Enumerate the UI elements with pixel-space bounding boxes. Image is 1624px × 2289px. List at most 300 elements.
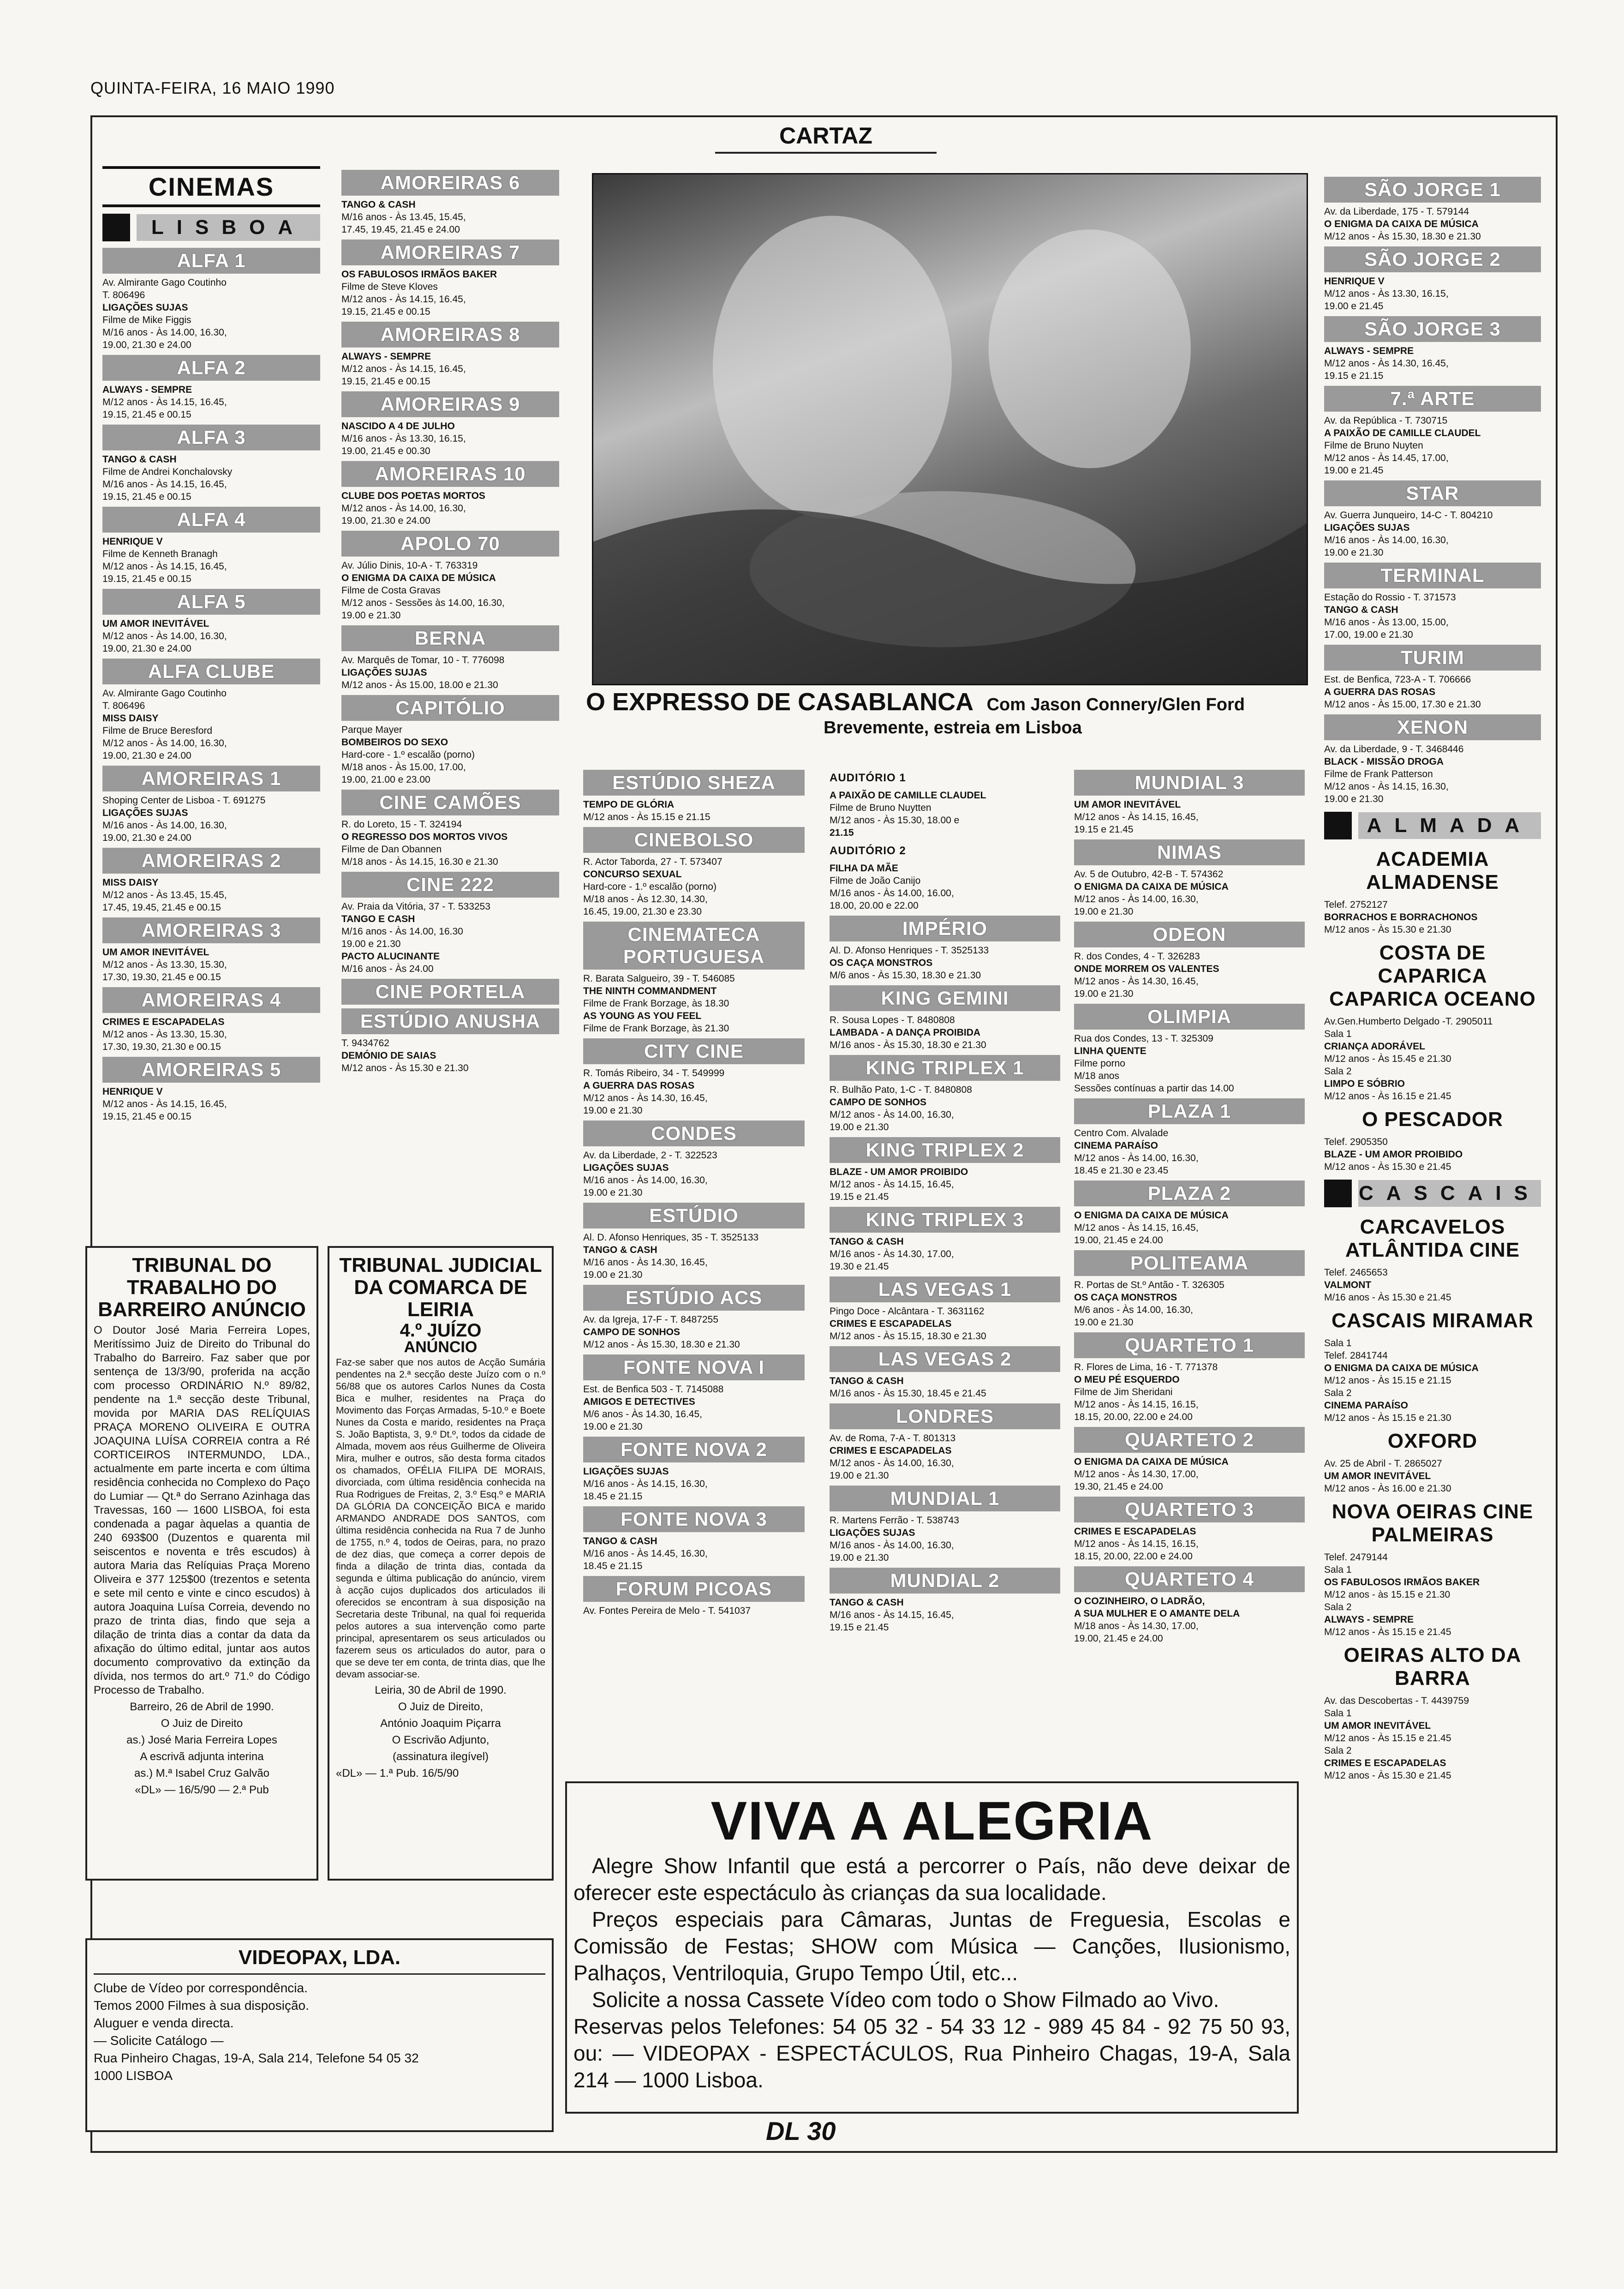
notice-title: TRIBUNAL DO TRABALHO DO BARREIRO ANÚNCIO — [98, 1254, 306, 1321]
listing-line: Filme de Costa Gravas — [341, 585, 441, 596]
listing-line: M/12 anos - Às 15.30, 18.00 e — [830, 815, 960, 826]
listing-line: M/12 anos - Às 13.45, 15.45, — [102, 890, 227, 900]
listing-line: Filme de Bruno Nuyten — [1324, 440, 1423, 451]
cinema-name: AMOREIRAS 4 — [102, 987, 320, 1013]
listing-king-gemini — [830, 985, 1060, 1051]
cinema-name: SÃO JORGE 3 — [1324, 316, 1541, 342]
listing-line: TANGO & CASH — [830, 1597, 904, 1608]
listing-line: A PAIXÃO DE CAMILLE CLAUDEL — [830, 790, 986, 801]
listing-line: LIGAÇÕES SUJAS — [583, 1162, 669, 1173]
cinema-name: AMOREIRAS 10 — [341, 461, 559, 487]
listing-oeiras-alto-da-barra — [1324, 1642, 1541, 1782]
listing-line: 19.30 e 21.45 — [830, 1261, 889, 1272]
square-bullet-icon — [1324, 1180, 1352, 1207]
listing-amoreiras-6 — [341, 170, 559, 236]
listing-line: Filme de Bruce Beresford — [102, 725, 213, 736]
listing-line: Parque Mayer — [341, 725, 402, 735]
listing-line: Sala 2 — [1324, 1745, 1352, 1756]
listing-line: R. Barata Salgueiro, 39 - T. 546085 — [583, 973, 735, 984]
cinema-name: ALFA CLUBE — [102, 659, 320, 684]
listing-line: Sala 2 — [1324, 1388, 1352, 1398]
listing-amoreiras-1 — [102, 766, 320, 844]
listing-line: 19.00 e 21.30 — [1324, 794, 1384, 804]
cinema-name: FONTE NOVA I — [583, 1354, 805, 1380]
listing-line: M/18 anos - Às 12.30, 14.30, — [583, 894, 708, 905]
listing-line: Av. Almirante Gago Coutinho — [102, 688, 227, 699]
listing-line: 19.15 e 21.15 — [1324, 371, 1384, 381]
column-3 — [583, 766, 805, 1617]
ad-line: Clube de Vídeo por correspondência. — [94, 1981, 308, 1995]
listing-line: Filme de Frank Borzage, às 18.30 — [583, 998, 729, 1009]
listing-line: M/12 anos - Às 15.00, 18.00 e 21.30 — [341, 680, 498, 690]
listing-line: M/12 anos - Às 14.00, 16.30, — [341, 503, 466, 514]
listing-line: TEMPO DE GLÓRIA — [583, 799, 675, 810]
listing-line: UM AMOR INEVITÁVEL — [1324, 1471, 1431, 1481]
cinema-name: QUARTETO 3 — [1074, 1497, 1305, 1522]
notice-footer: «DL» — 16/5/90 — 2.ª Pub — [135, 1784, 269, 1796]
cinema-name: XENON — [1324, 714, 1541, 740]
notice-sign: O Juiz de Direito — [161, 1717, 243, 1730]
listing-line: O ENIGMA DA CAIXA DE MÚSICA — [1324, 1363, 1479, 1373]
listing-line: 19.00 e 21.30 — [583, 1105, 643, 1116]
listing-line: 19.00 e 21.30 — [1074, 906, 1134, 917]
notice-sign: O Escrivão Adjunto, — [392, 1734, 490, 1746]
listing-nova-oeiras-cine-palmeiras — [1324, 1498, 1541, 1638]
listing-line: TANGO & CASH — [830, 1236, 904, 1247]
cinema-name: OLIMPIA — [1074, 1004, 1305, 1030]
listing-line: 19.00, 21.45 e 24.00 — [1074, 1633, 1163, 1644]
listing-estudio-sheza — [583, 770, 805, 823]
listing-cascais-miramar — [1324, 1307, 1541, 1424]
cinema-name: QUARTETO 4 — [1074, 1566, 1305, 1592]
cinema-name: KING TRIPLEX 1 — [830, 1055, 1060, 1081]
listing-line: 17.00, 19.00 e 21.30 — [1324, 629, 1413, 640]
listing-line: R. Bulhão Pato, 1-C - T. 8480808 — [830, 1085, 972, 1095]
movie-photo — [592, 173, 1308, 685]
listing-line: M/12 anos - Às 14.00, 16.30, — [102, 738, 227, 749]
listing-line: M/16 anos - Às 24.00 — [341, 964, 434, 974]
listing-line: VALMONT — [1324, 1280, 1372, 1290]
listing-line: Hard-core - 1.º escalão (porno) — [583, 881, 716, 892]
cinema-name: COSTA DE CAPARICA CAPARICA OCEANO — [1329, 941, 1536, 1010]
listing-line: 19.15, 21.45 e 00.15 — [102, 409, 191, 420]
listing-line: BLAZE - UM AMOR PROIBIDO — [830, 1167, 968, 1177]
listing-line: 21.15 — [830, 827, 854, 838]
listing-line: Av. das Descobertas - T. 4439759 — [1324, 1696, 1469, 1706]
listing-line: O COZINHEIRO, O LADRÃO, — [1074, 1596, 1205, 1606]
ad-line: 1000 LISBOA — [94, 2068, 173, 2083]
listing-amoreiras-7 — [341, 240, 559, 318]
listing-line: Sala 1 — [1324, 1708, 1352, 1719]
cinema-name: MUNDIAL 1 — [830, 1486, 1060, 1511]
listing-line: LIGAÇÕES SUJAS — [102, 808, 188, 818]
cinema-name: AMOREIRAS 2 — [102, 848, 320, 874]
listing-line: TANGO & CASH — [583, 1536, 657, 1546]
listing-line: M/16 anos - Às 15.30, 18.45 e 21.45 — [830, 1388, 986, 1399]
cinema-name: SÃO JORGE 2 — [1324, 246, 1541, 272]
cinema-name: ALFA 4 — [102, 507, 320, 533]
cinema-name: OXFORD — [1387, 1430, 1478, 1452]
cinema-name: CAPITÓLIO — [341, 695, 559, 721]
listing-line: M/6 anos - Às 14.00, 16.30, — [1074, 1305, 1193, 1315]
listing-line: UM AMOR INEVITÁVEL — [1324, 1720, 1431, 1731]
listing-line: M/18 anos - Às 14.15, 16.30 e 21.30 — [341, 857, 498, 867]
listing-line: 19.15, 21.45 e 00.15 — [341, 376, 430, 387]
notice-sign: as.) José Maria Ferreira Lopes — [126, 1734, 277, 1746]
listing-king-triplex-3 — [830, 1207, 1060, 1273]
listing-line: BLACK - MISSÃO DROGA — [1324, 756, 1444, 767]
listing-line: TANGO & CASH — [583, 1245, 657, 1255]
square-bullet-icon — [1324, 812, 1352, 839]
cinema-name: STAR — [1324, 480, 1541, 506]
cinema-name: CONDES — [583, 1121, 805, 1146]
cinema-name: ESTÚDIO ANUSHA — [341, 1008, 559, 1034]
listing-line: M/12 anos - Às 15.30 e 21.30 — [341, 1063, 469, 1073]
listing-line: M/12 anos - Às 14.30, 16.45, — [583, 1093, 708, 1103]
listing-line: ONDE MORREM OS VALENTES — [1074, 964, 1219, 974]
listing-line: Sala 1 — [1324, 1029, 1352, 1039]
listing-mundial-2 — [830, 1568, 1060, 1634]
listing-line: M/16 anos - Às 14.00, 16.30, — [102, 820, 227, 831]
listing-line: O ENIGMA DA CAIXA DE MÚSICA — [1074, 1210, 1229, 1221]
listing-line: 17.45, 19.45, 21.45 e 00.15 — [102, 902, 221, 913]
listing-quarteto-2 — [1074, 1427, 1305, 1493]
listing-line: M/12 anos - Às 14.15, 16.45, — [102, 1099, 227, 1109]
listing-line: BLAZE - UM AMOR PROIBIDO — [1324, 1149, 1463, 1160]
listing-line: Telef. 2479144 — [1324, 1552, 1388, 1563]
listing-line: M/16 anos - Às 14.45, 16.30, — [583, 1548, 708, 1559]
listing-line: M/12 anos - Às 15.15 e 21.45 — [1324, 1627, 1451, 1637]
listing-line: M/12 anos - Às 14.15, 16.45, — [341, 294, 466, 305]
listing-line: 18.45 e 21.15 — [583, 1491, 643, 1502]
listing-cinemateca-portuguesa — [583, 922, 805, 1035]
listing-line: LIGAÇÕES SUJAS — [102, 302, 188, 313]
listing-line: AS YOUNG AS YOU FEEL — [583, 1011, 702, 1021]
cinema-name: APOLO 70 — [341, 531, 559, 557]
listing-line: LIGAÇÕES SUJAS — [583, 1466, 669, 1477]
listing-line: BORRACHOS E BORRACHONOS — [1324, 912, 1478, 923]
listing-line: A GUERRA DAS ROSAS — [1324, 687, 1436, 697]
listing-line: Av. Fontes Pereira de Melo - T. 541037 — [583, 1606, 751, 1616]
cinema-name: ALFA 5 — [102, 589, 320, 615]
square-bullet-icon — [102, 214, 130, 241]
listing-las-vegas-1 — [830, 1276, 1060, 1342]
listing-sao-jorge-1 — [1324, 177, 1541, 243]
listing-line: Av. da República - T. 730715 — [1324, 415, 1448, 426]
listing-line: Av. Júlio Dinis, 10-A - T. 763319 — [341, 560, 478, 571]
listing-line: Filme de Frank Patterson — [1324, 769, 1433, 779]
listing-line: CINEMA PARAÍSO — [1074, 1140, 1158, 1151]
listing-line: M/12 anos - às 15.15 e 21.30 — [1324, 1589, 1451, 1600]
listing-line: O MEU PÉ ESQUERDO — [1074, 1374, 1180, 1385]
listing-line: Pingo Doce - Alcântara - T. 3631162 — [830, 1306, 985, 1317]
listing-line: Av. da Igreja, 17-F - T. 8487255 — [583, 1314, 719, 1325]
listing-7-arte — [1324, 386, 1541, 477]
cinema-name: ODEON — [1074, 922, 1305, 947]
listing-line: Filme de Dan Obannen — [341, 844, 442, 855]
cinema-name: FONTE NOVA 3 — [583, 1506, 805, 1532]
ad-paragraph: Reservas pelos Telefones: 54 05 32 - 54 33 12 - 989 45 84 - 92 75 50 93, ou: — VIDEOPAX - ESPECTÁCULOS, Rua Pinheiro Chagas, 19-A, Sala 214 — 1000 Lisboa. — [573, 2014, 1290, 2092]
listing-line: M/16 anos - Às 14.15, 16.45, — [102, 479, 227, 490]
cinema-name: KING TRIPLEX 3 — [830, 1207, 1060, 1233]
notice-footer: «DL» — 1.ª Pub. 16/5/90 — [336, 1767, 459, 1780]
listing-line: Estação do Rossio - T. 371573 — [1324, 592, 1456, 603]
listing-line: TANGO E CASH — [341, 914, 415, 924]
listing-cine-222 — [341, 872, 559, 975]
listing-line: O ENIGMA DA CAIXA DE MÚSICA — [1074, 1456, 1229, 1467]
section-title: CARTAZ — [715, 122, 937, 154]
listing-line: Sala 1 — [1324, 1338, 1352, 1348]
listing-line: AMIGOS E DETECTIVES — [583, 1396, 695, 1407]
listing-line: M/12 anos - Às 14.15, 16.45, — [1074, 1222, 1199, 1233]
listing-line: LINHA QUENTE — [1074, 1046, 1146, 1056]
listing-line: 17.30, 19.30, 21.30 e 00.15 — [102, 1042, 221, 1052]
cinema-name: NOVA OEIRAS CINE PALMEIRAS — [1331, 1500, 1534, 1546]
listing-line: 19.00 e 21.30 — [1324, 547, 1384, 558]
ad-line: Aluguer e venda directa. — [94, 2016, 234, 2030]
cinema-name: AUDITÓRIO 1 — [830, 772, 906, 784]
listing-line: Hard-core - 1.º escalão (porno) — [341, 749, 475, 760]
listing-line: M/16 anos - Às 14.15, 16.30, — [583, 1479, 708, 1489]
listing-line: Sala 2 — [1324, 1602, 1352, 1612]
listing-line: 19.00 e 21.30 — [341, 610, 401, 621]
listing-capitolio — [341, 695, 559, 786]
listing-line: Centro Com. Alvalade — [1074, 1128, 1169, 1139]
ad-line: — Solicite Catálogo — — [94, 2033, 224, 2048]
cinema-name: LONDRES — [830, 1403, 1060, 1429]
notice-sign: as.) M.ª Isabel Cruz Galvão — [134, 1767, 269, 1780]
notice-juizo: 4.º JUÍZO — [400, 1320, 482, 1341]
listing-plaza-1 — [1074, 1098, 1305, 1177]
listing-line: Al. D. Afonso Henriques, 35 - T. 3525133 — [583, 1232, 759, 1243]
listing-line: Rua dos Condes, 13 - T. 325309 — [1074, 1033, 1213, 1044]
listing-line: M/16 anos - Às 14.15, 16.45, — [830, 1610, 954, 1620]
listing-line: M/12 anos - Sessões às 14.00, 16.30, — [341, 598, 505, 608]
movie-still-image — [593, 174, 1307, 684]
listing-line: M/12 anos - Às 14.15, 16.30, — [1324, 781, 1449, 792]
cinema-name: O PESCADOR — [1362, 1108, 1503, 1131]
listing-line: M/16 anos - Às 14.00, 16.30, — [102, 327, 227, 338]
listing-line: BOMBEIROS DO SEXO — [341, 737, 448, 748]
ad-paragraph: Alegre Show Infantil que está a percorrer o País, não deve deixar de oferecer este espectáculo às crianças da sua localidade. — [573, 1854, 1290, 1905]
listing-line: A GUERRA DAS ROSAS — [583, 1080, 695, 1091]
listing-line: 19.00 e 21.45 — [1324, 465, 1384, 476]
listing-line: 18.15, 20.00, 22.00 e 24.00 — [1074, 1412, 1193, 1422]
listing-line: M/12 anos - Às 14.15, 16.15, — [1074, 1399, 1199, 1410]
listing-line: FILHA DA MÃE — [830, 863, 898, 874]
film-cast: Com Jason Connery/Glen Ford — [986, 695, 1245, 714]
listing-line: 18.45 e 21.30 e 23.45 — [1074, 1165, 1169, 1176]
ad-paragraph: Preços especiais para Câmaras, Juntas de Freguesia, Escolas e Comissão de Festas; SHOW com Música — Canções, Ilusionismo, Palhaços, Ventriloquia, Grupo Tempo Útil, etc... — [573, 1907, 1290, 1985]
listing-line: A PAIXÃO DE CAMILLE CLAUDEL — [1324, 428, 1481, 438]
listing-line: 19.00 e 21.30 — [830, 1122, 889, 1133]
cinema-name: TERMINAL — [1324, 563, 1541, 588]
listing-line: 19.00 e 21.30 — [1074, 989, 1134, 999]
listing-cinebolso — [583, 827, 805, 918]
listing-nimas — [1074, 839, 1305, 918]
notice-anuncio: ANÚNCIO — [404, 1338, 478, 1356]
region-lisboa — [102, 214, 320, 241]
listing-line: PACTO ALUCINANTE — [341, 951, 440, 962]
listing-line: M/12 anos - Às 15.30, 18.30 e 21.30 — [583, 1339, 740, 1350]
listing-line: M/12 anos - Às 14.00, 16.30, — [1074, 894, 1199, 905]
cinema-name: QUARTETO 1 — [1074, 1332, 1305, 1358]
cinema-name: SÃO JORGE 1 — [1324, 177, 1541, 203]
ad-viva-a-alegria — [565, 1781, 1299, 2114]
listing-line: Sessões contínuas a partir das 14.00 — [1074, 1083, 1234, 1094]
column-6 — [1324, 173, 1541, 1782]
listing-line: 19.00, 21.30 e 24.00 — [102, 750, 191, 761]
notice-date: Leiria, 30 de Abril de 1990. — [375, 1684, 507, 1696]
dateline: QUINTA-FEIRA, 16 MAIO 1990 — [90, 78, 335, 97]
listing-estudio — [583, 1203, 805, 1281]
cinema-name: ACADEMIA ALMADENSE — [1366, 848, 1499, 893]
cinema-name: QUARTETO 2 — [1074, 1427, 1305, 1453]
notice-sign: A escrivã adjunta interina — [140, 1750, 264, 1763]
listing-politeama — [1074, 1250, 1305, 1329]
column-5 — [1074, 766, 1305, 1645]
listing-line: OS CAÇA MONSTROS — [1074, 1292, 1177, 1303]
listing-line: M/12 anos - Às 14.15, 16.45, — [1074, 812, 1199, 822]
listing-auditorio-2 — [830, 843, 1060, 912]
cinema-name: AMOREIRAS 5 — [102, 1057, 320, 1083]
listing-line: M/12 anos - Às 13.30, 15.30, — [102, 1029, 227, 1040]
listing-star — [1324, 480, 1541, 559]
cinema-name: ESTÚDIO ACS — [583, 1285, 805, 1311]
listing-line: 18.45 e 21.15 — [583, 1561, 643, 1571]
listing-amoreiras-8 — [341, 322, 559, 388]
listing-line: O ENIGMA DA CAIXA DE MÚSICA — [341, 573, 496, 583]
listing-line: Telef. 2841744 — [1324, 1350, 1388, 1361]
cinema-name: MUNDIAL 2 — [830, 1568, 1060, 1594]
listing-line: M/6 anos - Às 15.30, 18.30 e 21.30 — [830, 970, 981, 981]
listing-line: Filme de João Canijo — [830, 875, 921, 886]
listing-line: CLUBE DOS POETAS MORTOS — [341, 491, 485, 501]
listing-line: CRIMES E ESCAPADELAS — [102, 1017, 225, 1027]
listing-line: M/12 anos - Às 15.30 e 21.45 — [1324, 1162, 1451, 1172]
listing-line: Filme porno — [1074, 1058, 1125, 1069]
listing-line: M/12 anos - Às 14.15, 16.45, — [830, 1179, 954, 1190]
cinema-name: ALFA 3 — [102, 425, 320, 450]
cinema-name: FORUM PICOAS — [583, 1576, 805, 1602]
listing-line: R. Sousa Lopes - T. 8480808 — [830, 1015, 955, 1025]
listing-line: Av. Praia da Vitória, 37 - T. 533253 — [341, 901, 490, 912]
listing-alfa-4 — [102, 507, 320, 585]
listing-line: LIGAÇÕES SUJAS — [830, 1528, 915, 1538]
listing-line: MISS DAISY — [102, 713, 159, 724]
listing-line: M/16 anos - Às 14.00, 16.30, — [1324, 535, 1449, 545]
listing-forum-picoas — [583, 1576, 805, 1617]
listing-amoreiras-3 — [102, 917, 320, 983]
listing-line: NASCIDO A 4 DE JULHO — [341, 421, 455, 431]
listing-sao-jorge-3 — [1324, 316, 1541, 382]
listing-line: Av. 5 de Outubro, 42-B - T. 574362 — [1074, 869, 1224, 880]
listing-line: ALWAYS - SEMPRE — [102, 384, 192, 395]
listing-line: M/12 anos - Às 14.15, 16.15, — [1074, 1539, 1199, 1549]
listing-line: M/12 anos - Às 13.30, 15.30, — [102, 959, 227, 970]
listing-terminal — [1324, 563, 1541, 641]
cinema-name: FONTE NOVA 2 — [583, 1437, 805, 1462]
listing-line: Telef. 2465653 — [1324, 1267, 1388, 1278]
listing-estudio-acs — [583, 1285, 805, 1351]
listing-line: ALWAYS - SEMPRE — [1324, 1614, 1414, 1625]
listing-amoreiras-4 — [102, 987, 320, 1053]
listing-line: 18.00, 20.00 e 22.00 — [830, 900, 919, 911]
cinema-name: AMOREIRAS 3 — [102, 917, 320, 943]
listing-line: 19.15 e 21.45 — [830, 1622, 889, 1633]
notice-tribunal-trabalho — [85, 1246, 318, 1881]
listing-line: M/12 anos - Às 14.15, 16.45, — [102, 397, 227, 407]
listing-line: M/12 anos - Às 15.15 e 21.15 — [1324, 1375, 1451, 1386]
listing-line: 19.00 e 21.30 — [583, 1421, 643, 1432]
listing-quarteto-4 — [1074, 1566, 1305, 1645]
listing-line: 19.15 e 21.45 — [1074, 824, 1134, 835]
listing-line: 17.45, 19.45, 21.45 e 24.00 — [341, 224, 460, 235]
listing-estudio-anusha — [341, 1008, 559, 1074]
cinema-name: BERNA — [341, 625, 559, 651]
region-name: CASCAIS — [1358, 1180, 1541, 1207]
listing-line: R. Portas de St.º Antão - T. 326305 — [1074, 1280, 1224, 1290]
listing-line: M/12 anos - Às 14.00, 16.30, — [102, 631, 227, 641]
cinema-name: AMOREIRAS 9 — [341, 391, 559, 417]
listing-line: UM AMOR INEVITÁVEL — [1074, 799, 1181, 810]
listing-line: Filme de Bruno Nuytten — [830, 803, 931, 813]
listing-fonte-nova-2 — [583, 1437, 805, 1503]
listing-alfa-3 — [102, 425, 320, 503]
listing-fonte-nova-i — [583, 1354, 805, 1433]
ad-videopax — [85, 1938, 554, 2132]
listing-line: OS CAÇA MONSTROS — [830, 958, 933, 968]
listing-line: Filme de Frank Borzage, às 21.30 — [583, 1023, 729, 1034]
listing-line: Filme de Steve Kloves — [341, 282, 438, 292]
listing-line: M/18 anos - Às 14.30, 17.00, — [1074, 1621, 1199, 1631]
listing-turim — [1324, 645, 1541, 711]
listing-line: Sala 2 — [1324, 1066, 1352, 1077]
ad-line: Temos 2000 Filmes à sua disposição. — [94, 1998, 309, 2013]
cinema-name: MUNDIAL 3 — [1074, 770, 1305, 796]
listing-mundial-1 — [830, 1486, 1060, 1564]
listing-line: Av. 25 de Abril - T. 2865027 — [1324, 1458, 1442, 1469]
notice-sign: O Juiz de Direito, — [398, 1701, 484, 1713]
listing-line: CRIMES E ESCAPADELAS — [830, 1445, 952, 1456]
listing-line: M/12 anos - Às 15.30 e 21.45 — [1324, 1770, 1451, 1781]
listing-line: R. Flores de Lima, 16 - T. 771378 — [1074, 1362, 1218, 1372]
listing-line: 17.30, 19.30, 21.45 e 00.15 — [102, 972, 221, 983]
cinema-name: LAS VEGAS 1 — [830, 1276, 1060, 1302]
listing-line: M/16 anos - Às 14.00, 16.00, — [830, 888, 954, 899]
listing-line: M/18 anos — [1074, 1071, 1120, 1081]
listing-apolo-70 — [341, 531, 559, 622]
listing-line: 19.00, 21.00 e 23.00 — [341, 774, 430, 785]
listing-odeon — [1074, 922, 1305, 1000]
cinema-name: LAS VEGAS 2 — [830, 1346, 1060, 1372]
listing-line: R. dos Condes, 4 - T. 326283 — [1074, 951, 1200, 962]
listing-line: Av. da Liberdade, 9 - T. 3468446 — [1324, 744, 1464, 755]
listing-line: Filme de Jim Sheridani — [1074, 1387, 1173, 1397]
listing-line: UM AMOR INEVITÁVEL — [102, 618, 209, 629]
listing-line: 19.15 e 21.45 — [830, 1192, 889, 1202]
listing-city-cine — [583, 1038, 805, 1117]
cinema-name: CITY CINE — [583, 1038, 805, 1064]
cinema-name: AMOREIRAS 1 — [102, 766, 320, 791]
listing-line: ALWAYS - SEMPRE — [341, 351, 431, 362]
listing-line: Av. Almirante Gago Coutinho — [102, 277, 227, 288]
cinema-name: TURIM — [1324, 645, 1541, 671]
listing-line: OS FABULOSOS IRMÃOS BAKER — [1324, 1577, 1480, 1588]
listing-costa-de-caparica-caparica-oceano — [1324, 940, 1541, 1103]
listing-line: M/16 anos - Às 15.30 e 21.45 — [1324, 1292, 1451, 1303]
cinema-name: ALFA 2 — [102, 355, 320, 381]
